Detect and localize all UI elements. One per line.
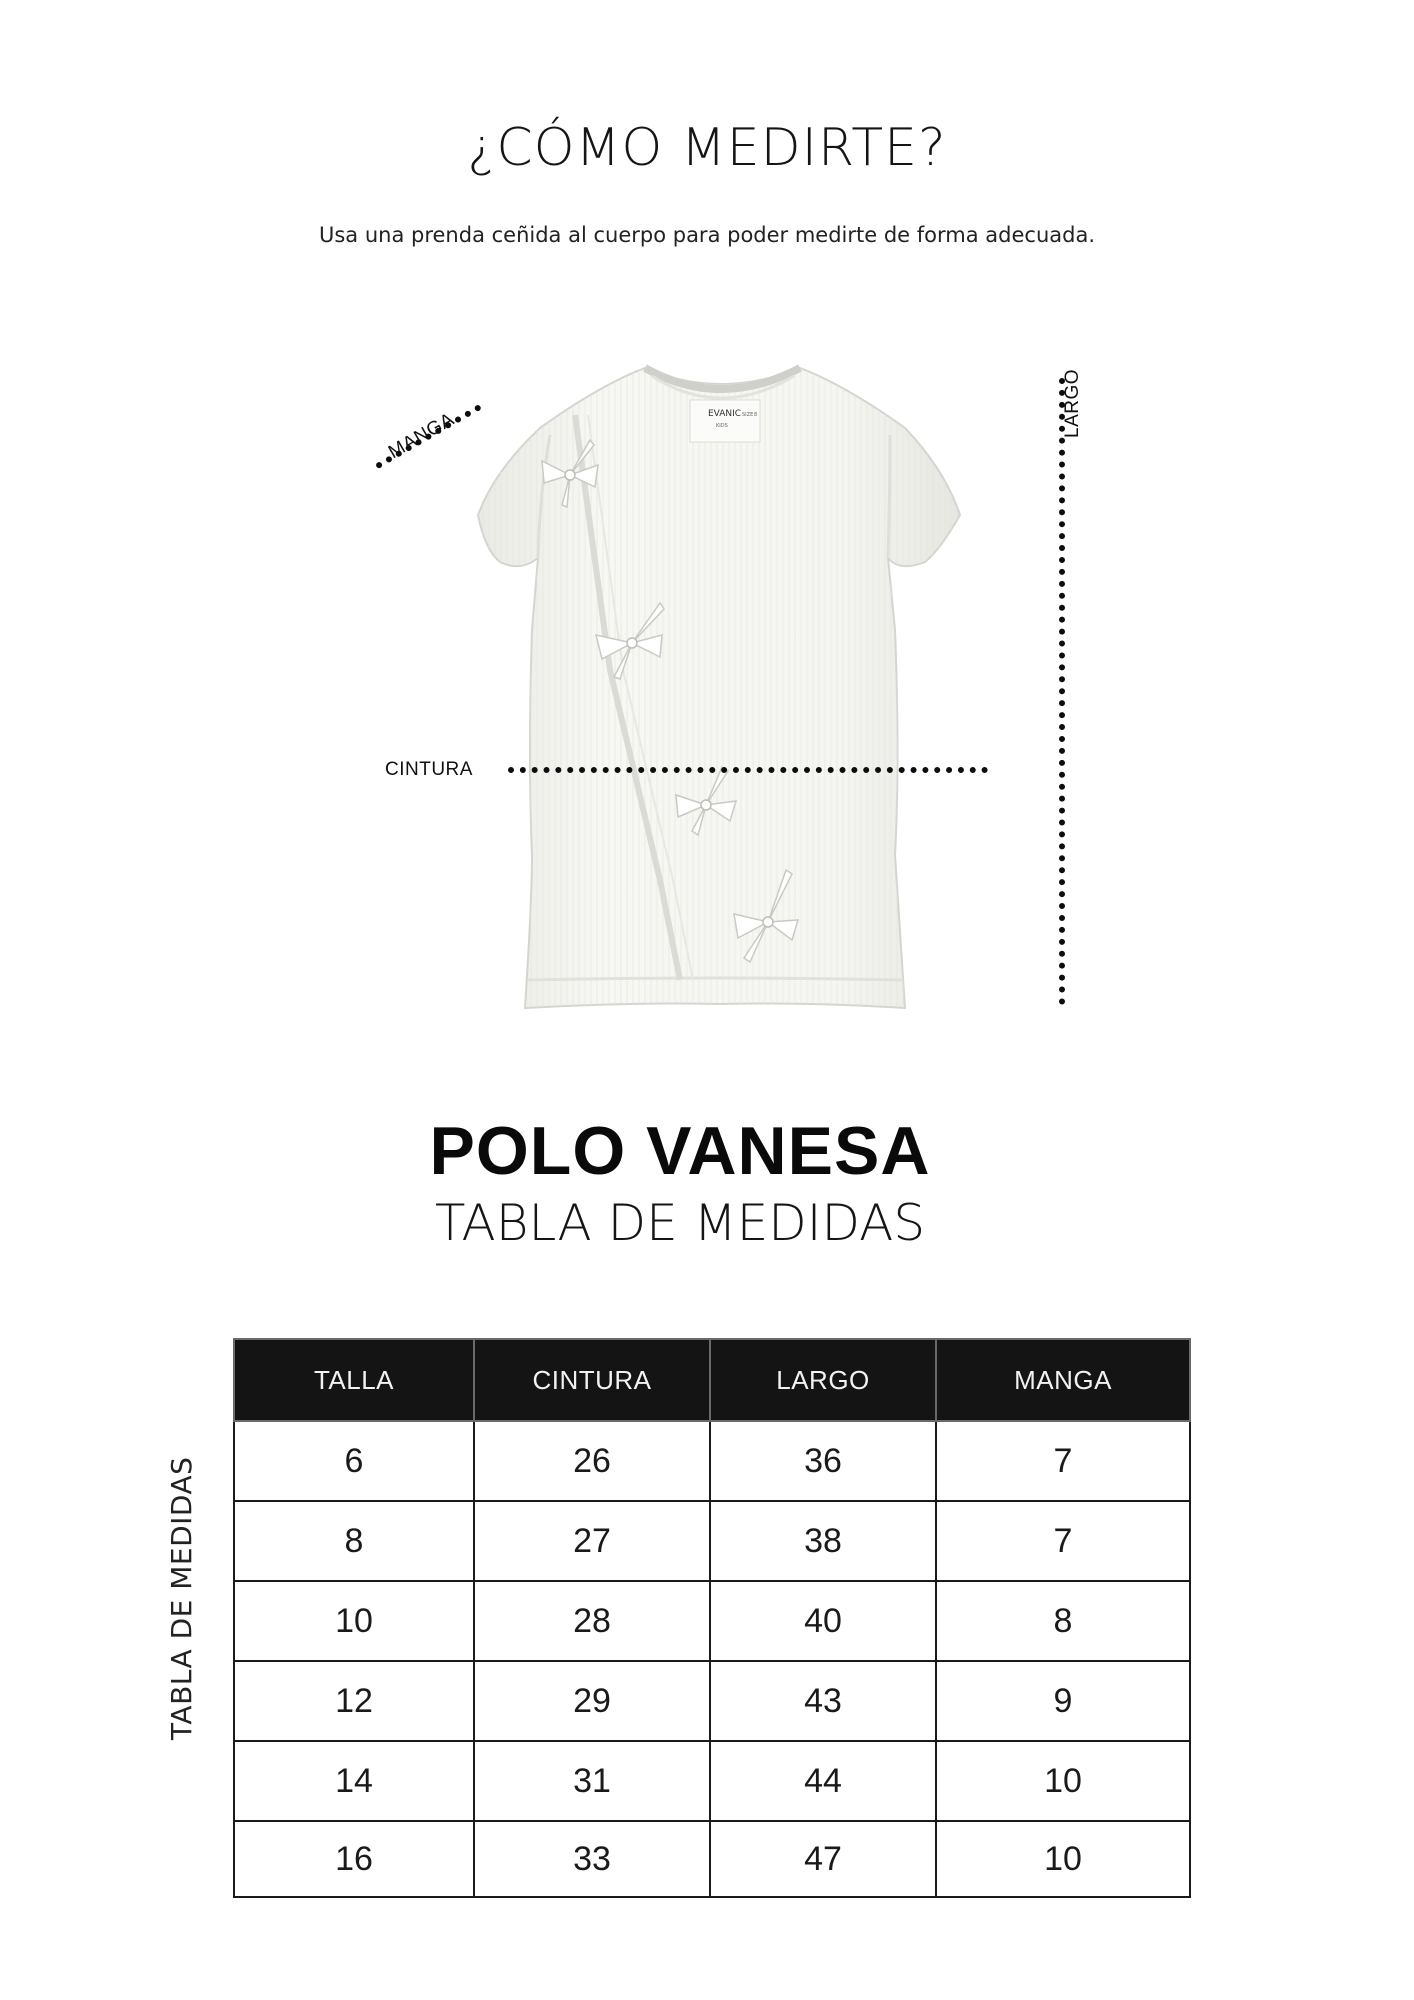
brand-tag	[690, 400, 760, 442]
cell-cintura: 28	[474, 1581, 710, 1661]
tag-sub-text: KIDS	[716, 423, 728, 429]
cell-manga: 7	[936, 1501, 1190, 1581]
table-heading: TABLA DE MEDIDAS	[434, 1194, 926, 1252]
side-label: TABLA DE MEDIDAS	[165, 1456, 198, 1740]
size-chart-table	[233, 1338, 1191, 1898]
cell-manga: 10	[936, 1741, 1190, 1821]
table-row	[234, 1501, 1190, 1581]
tag-brand-text: EVANIC	[708, 409, 742, 419]
cintura-measure-line	[508, 767, 988, 773]
table-row	[234, 1421, 1190, 1501]
cell-largo: 36	[710, 1421, 936, 1501]
largo-label: LARGO	[1062, 368, 1083, 438]
cell-largo: 38	[710, 1501, 936, 1581]
cell-talla: 12	[234, 1661, 474, 1741]
cell-manga: 9	[936, 1661, 1190, 1741]
cell-talla: 14	[234, 1741, 474, 1821]
cell-talla: 10	[234, 1581, 474, 1661]
cell-largo: 44	[710, 1741, 936, 1821]
cell-cintura: 26	[474, 1421, 710, 1501]
header-manga: MANGA	[936, 1339, 1190, 1421]
cell-largo: 40	[710, 1581, 936, 1661]
cintura-label: CINTURA	[385, 759, 473, 780]
cell-talla: 8	[234, 1501, 474, 1581]
product-name: POLO VANESA	[429, 1113, 931, 1189]
tag-size-value: 8	[754, 412, 758, 418]
cell-talla: 6	[234, 1421, 474, 1501]
table-row	[234, 1821, 1190, 1897]
manga-label: MANGA	[385, 408, 459, 464]
table-row	[234, 1741, 1190, 1821]
header-largo: LARGO	[710, 1339, 936, 1421]
instructions-text: Usa una prenda ceñida al cuerpo para poder medirte de forma adecuada.	[318, 223, 1095, 247]
cell-manga: 8	[936, 1581, 1190, 1661]
cell-cintura: 29	[474, 1661, 710, 1741]
page-title: ¿CÓMO MEDIRTE?	[467, 118, 947, 178]
cell-cintura: 31	[474, 1741, 710, 1821]
header-talla: TALLA	[234, 1339, 474, 1421]
cell-cintura: 33	[474, 1821, 710, 1897]
cell-largo: 43	[710, 1661, 936, 1741]
table-row	[234, 1581, 1190, 1661]
shirt-illustration	[360, 340, 1080, 1020]
cell-manga: 10	[936, 1821, 1190, 1897]
cell-cintura: 27	[474, 1501, 710, 1581]
header-cintura: CINTURA	[474, 1339, 710, 1421]
cell-manga: 7	[936, 1421, 1190, 1501]
cell-largo: 47	[710, 1821, 936, 1897]
table-header-row	[234, 1339, 1190, 1421]
table-row	[234, 1661, 1190, 1741]
cell-talla: 16	[234, 1821, 474, 1897]
tag-size-label: SIZE	[742, 412, 754, 418]
largo-measure-line	[1059, 378, 1065, 1005]
